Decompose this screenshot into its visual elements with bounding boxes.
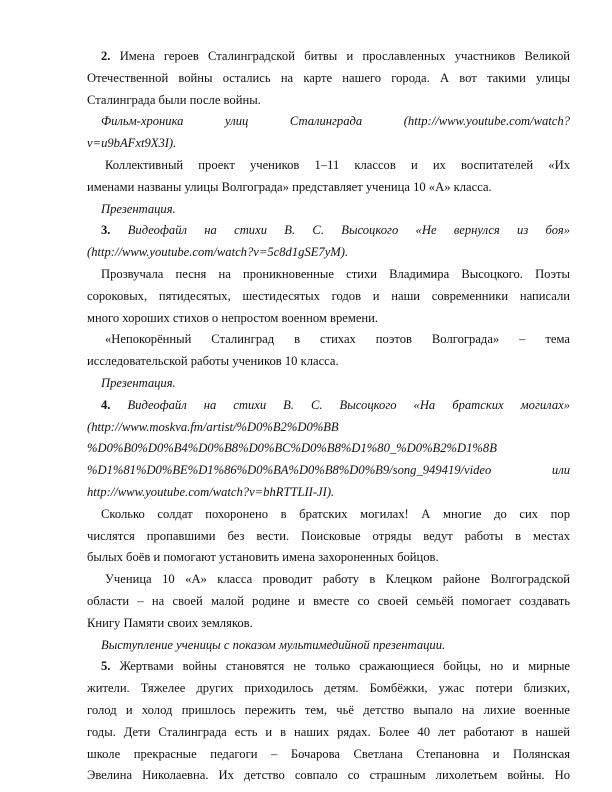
text-line [87,460,570,482]
line-text: Жертвами войны становятся не только сражающиеся бойцы, но и мирные [110,659,570,674]
item-number: 2. [101,49,111,63]
text-line [87,722,570,744]
text-line [87,220,570,242]
item-number: 4. [101,397,111,412]
item-number: 5. [101,659,111,674]
text-line [87,482,570,504]
text-line [87,68,570,90]
line-text: %D1%81%D0%BE%D1%86%D0%BA%D0%B8%D0%B9/song_949419/video или [87,463,570,478]
line-text: сороковых, пятидесятых, шестидесятых годов и наши современники написали [87,288,570,303]
line-text: Презентация. [101,375,176,390]
line-text: Сколько солдат похоронено в братских могилах! А многие до сих пор [101,506,570,521]
line-text: области – на своей малой родине и вместе со своей семьёй помогает создавать [87,593,570,608]
line-text: исследовательской работы учеников 10 класса. [87,354,339,369]
text-line [87,526,570,548]
line-text: Ученица 10 «А» класса проводит работу в Клецком районе Волгоградской [105,572,570,587]
line-text: школе прекрасные педагоги – Бочарова Светлана Степановна и Полянская [87,746,570,761]
line-text: http://www.youtube.com/watch?v=bhRTTLII-JI). [87,484,335,499]
line-text: Имена героев Сталинградской битвы и прославленных участников Великой [110,49,570,63]
document-body [87,46,570,787]
line-text: жители. Тяжелее других приходилось детям. Бомбёжки, ужас потери близких, [87,681,570,696]
line-text: Выступление ученицы с показом мультимедийной презентации. [101,637,446,652]
text-line [87,591,570,613]
text-line [87,613,570,635]
line-text: Отечественной войны остались на карте нашего города. А вот такими улицы [87,70,570,85]
text-line [87,417,570,439]
text-line [87,199,570,221]
line-text: Прозвучала песня на проникновенные стихи Владимира Высоцкого. Поэты [101,266,570,281]
line-text: много хороших стихов о непростом военном времени. [87,310,379,325]
text-line [87,635,570,657]
text-line [87,373,570,395]
line-text: «Непокорённый Сталинград в стихах поэтов Волгограда» – тема [105,332,570,347]
text-line [87,765,570,787]
text-line [87,504,570,526]
line-text: Книгу Памяти своих земляков. [87,615,253,630]
line-text: голод и холод пришлось пережить тем, чьё детство выпало на лихие военные [87,702,570,717]
line-text: (http://www.moskva.fm/artist/%D0%B2%D0%BB [87,419,339,434]
text-line [87,351,570,373]
line-text: Видеофайл на стихи В. С. Высоцкого «На братских могилах» [110,397,570,412]
text-line [87,395,570,417]
text-line [87,656,570,678]
text-line [87,329,570,351]
text-line [87,133,570,155]
text-line [87,155,570,177]
text-line [87,569,570,591]
text-line [87,547,570,569]
text-line [87,438,570,460]
text-line [87,46,570,68]
line-text: Фильм-хроника улиц Сталинграда (http://www.youtube.com/watch? [101,114,570,129]
line-text: былых боёв и помогают установить имена захороненных бойцов. [87,550,439,565]
text-line [87,177,570,199]
text-line [87,90,570,112]
line-text: Сталинграда были после войны. [87,92,261,107]
line-text: Эвелина Николаевна. Их детство совпало со страшным лихолетьем войны. Но [87,768,570,783]
line-text: именами названы улицы Волгограда» представляет ученица 10 «А» класса. [87,179,492,194]
text-line [87,700,570,722]
text-line [87,242,570,264]
text-line [87,678,570,700]
line-text: Презентация. [101,201,176,216]
line-text: v=u9bAFxt9X3I). [87,136,177,151]
text-line [87,264,570,286]
line-text: годы. Дети Сталинграда есть и в наших рядах. Более 40 лет работают в нашей [87,724,570,739]
text-line [87,111,570,133]
line-text: числятся пропавшими без вести. Поисковые отряды ведут работы в местах [87,528,570,543]
text-line [87,744,570,766]
line-text: Видеофайл на стихи В. С. Высоцкого «Не вернулся из боя» [110,223,570,238]
line-text: (http://www.youtube.com/watch?v=5c8d1gSE7yM). [87,245,349,260]
text-line [87,308,570,330]
line-text: Коллективный проект учеников 1–11 классов и их воспитателей «Их [105,157,570,172]
text-line [87,286,570,308]
line-text: %D0%B0%D0%B4%D0%B8%D0%BC%D0%B8%D1%80_%D0%B2%D1%8B [87,441,497,456]
item-number: 3. [101,223,111,238]
